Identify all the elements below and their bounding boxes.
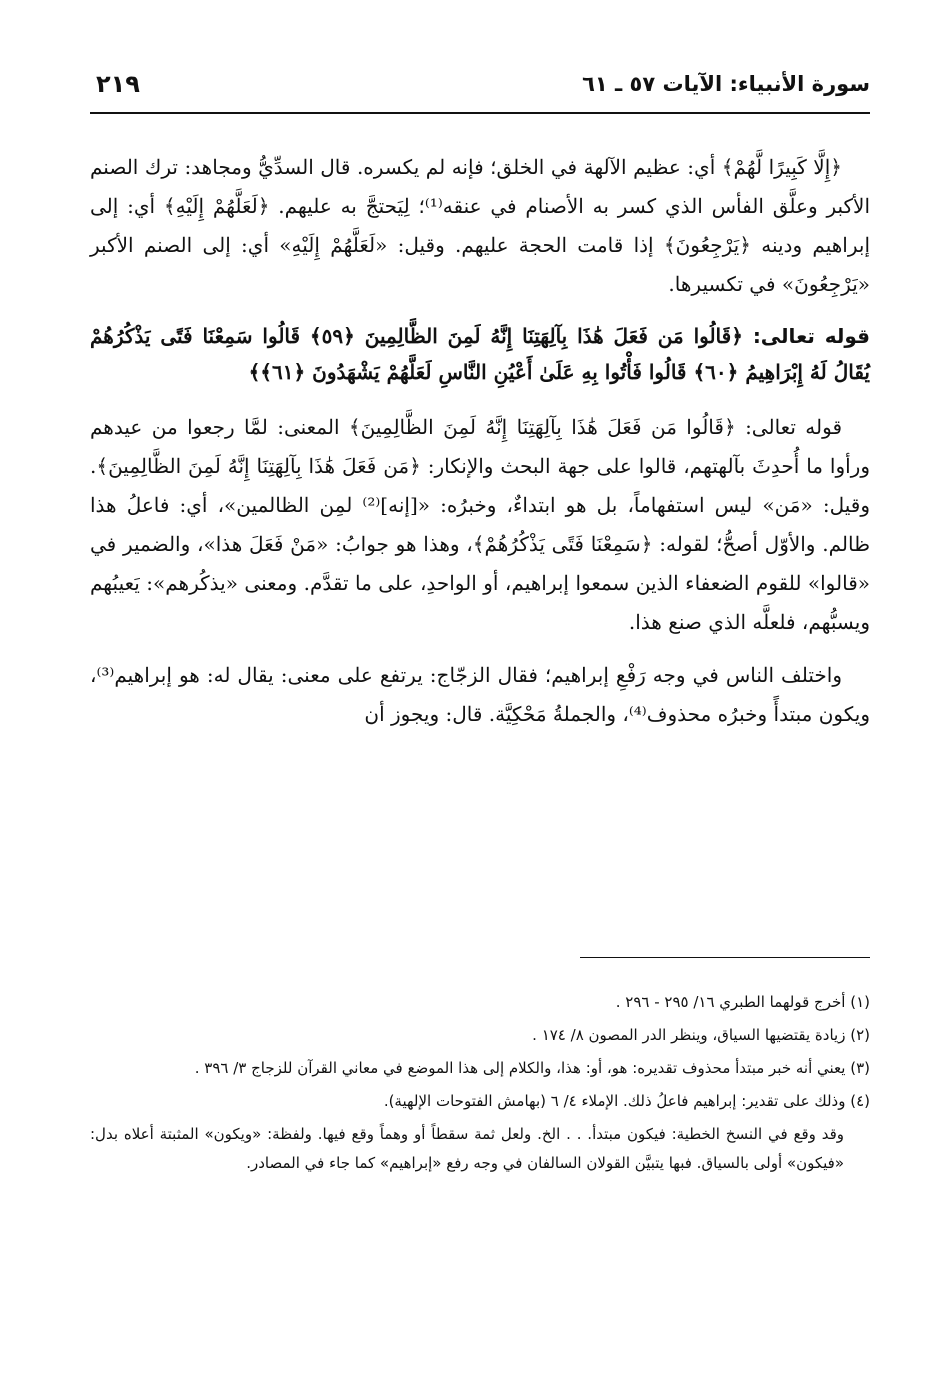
verse-block [90,318,870,390]
book-page [90,60,870,1360]
main-text [90,148,870,748]
footnote-3: (٣) يعني أنه خبر مبتدأ محذوف تقديره: هو، أو: هذا، والكلام إلى هذا الموضع في معاني القرآن للزجاج ٣/ ٣٩٦ . [194,1059,870,1077]
page-number: ٢١٩ [96,70,140,98]
footnote-4-note: وقد وقع في النسخ الخطية: فيكون مبتدأ. . . الخ. ولعل ثمة سقطاً أو وهماً وقع فيها. ولفظة: «ويكون» المثبتة أعلاه بدل: «فيكون» أولى بالسياق. فبها يتبيَّن القولان السالفان في وجه رفع «إبراهيم» كما جاء في المصادر. [90,1125,844,1172]
paragraph-commentary-3: واختلف الناس في وجه رَفْعِ إبراهيم؛ فقال الزجّاج: يرتفع على معنى: يقال له: هو إبراهيم⁽³⁾، ويكون مبتدأً وخبرُه محذوف⁽⁴⁾، والجملةُ مَحْكِيَّة. قال: ويجوز أن [90,663,870,726]
verse-lead: قوله تعالى: [752,324,870,348]
footnote-1: (١) أخرج قولهما الطبري ١٦/ ٢٩٥ - ٢٩٦ . [615,993,870,1011]
footnote-4: (٤) وذلك على تقدير: إبراهيم فاعلُ ذلك. الإملاء ٤/ ٦ (بهامش الفتوحات الإلهية). [383,1092,870,1110]
footnote-2: (٢) زيادة يقتضيها السياق، وينظر الدر المصون ٨/ ١٧٤ . [532,1026,870,1044]
footnote-divider [580,957,870,958]
page-header [90,68,870,108]
paragraph-commentary-1: ﴿إِلَّا كَبِيرًا لَّهُمْ﴾ أي: عظيم الآلهة في الخلق؛ فإنه لم يكسره. قال السدِّيُّ ومجاهد: ترك الصنم الأكبر وعلَّق الفأس الذي كسر به الأصنام في عنقه⁽¹⁾؛ لِيَحتجَّ به عليهم. ﴿لَعَلَّهُمْ إِلَيْهِ﴾ أي: إلى إبراهيم ودينه ﴿يَرْجِعُونَ﴾ إذا قامت الحجة عليهم. وقيل: «لَعَلَّهُمْ إِلَيْهِ» أي: إلى الصنم الأكبر «يَرْجِعُونَ» في تكسيرها. [90,155,871,296]
header-divider [90,112,870,114]
verse-text: ﴿قَالُوا مَن فَعَلَ هَٰذَا بِآلِهَتِنَا إِنَّهُ لَمِنَ الظَّالِمِينَ ﴿٥٩﴾ قَالُوا سَمِعْنَا فَتًى يَذْكُرُهُمْ يُقَالُ لَهُ إِبْرَاهِيمُ ﴿٦٠﴾ قَالُوا فَأْتُوا بِهِ عَلَىٰ أَعْيُنِ النَّاسِ لَعَلَّهُمْ يَشْهَدُونَ ﴿٦١﴾﴾ [90,324,870,384]
footnotes [90,988,870,1178]
paragraph-commentary-2: قوله تعالى: ﴿قَالُوا مَن فَعَلَ هَٰذَا بِآلِهَتِنَا إِنَّهُ لَمِنَ الظَّالِمِينَ﴾ المعنى: لمَّا رجعوا من عيدهم ورأوا ما أُحدِثَ بآلهتهم، قالوا على جهة البحث والإنكار: ﴿مَن فَعَلَ هَٰذَا بِآلِهَتِنَا إِنَّهُ لَمِنَ الظَّالِمِينَ﴾. وقيل: «مَن» ليس استفهاماً، بل هو ابتداءٌ، وخبرُه: «[إنه]⁽²⁾ لمِن الظالمين»، أي: فاعلُ هذا ظالم. والأوّل أصحُّ؛ لقوله: ﴿سَمِعْنَا فَتًى يَذْكُرُهُمْ﴾، وهذا هو جوابُ: «مَنْ فَعَلَ هذا»، والضمير في «قالوا» للقوم الضعفاء الذين سمعوا إبراهيم، أو الواحدِ، على ما تقدَّم. ومعنى «يذكُرهم»: يَعيبُهم ويسبُّهم، فلعلَّه الذي صنع هذا. [90,415,871,634]
running-head: سورة الأنبياء: الآيات ٥٧ ـ ٦١ [582,72,870,96]
